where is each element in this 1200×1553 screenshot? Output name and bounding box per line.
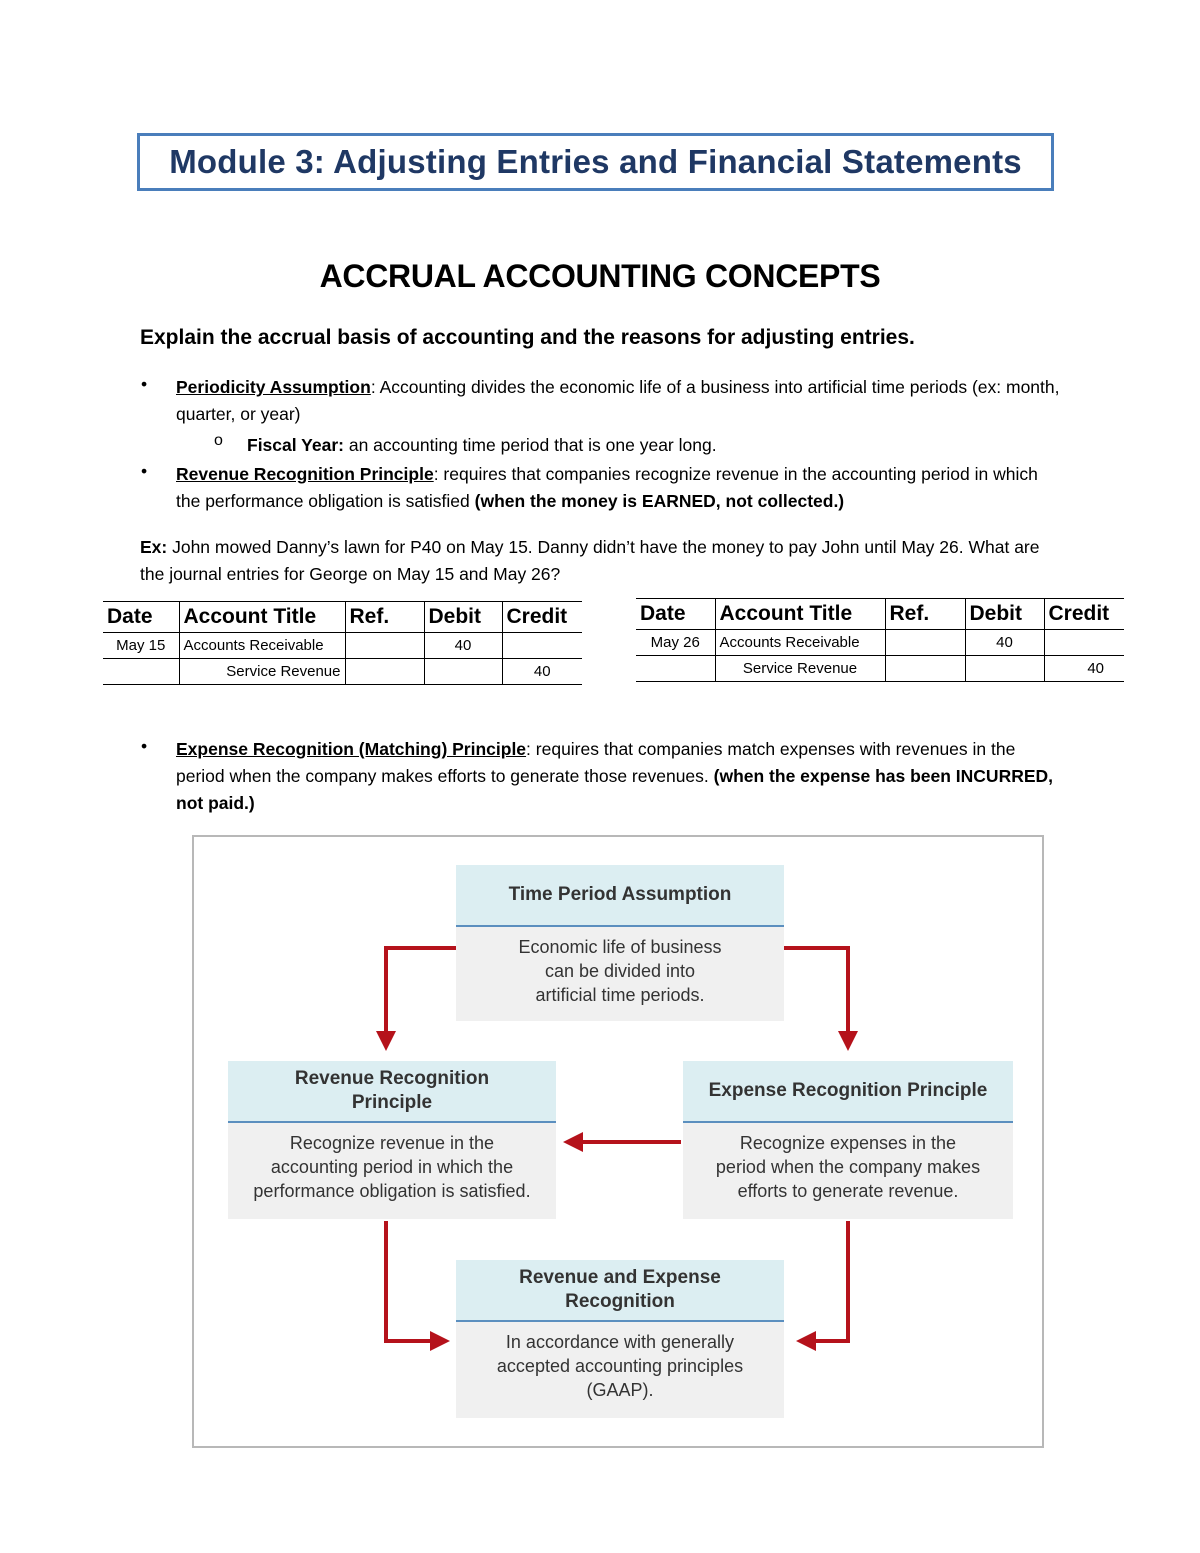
bullet-revenue-recognition	[176, 461, 1066, 515]
column-header: Account Title	[715, 599, 885, 630]
column-header: Debit	[424, 602, 502, 633]
example-text: John mowed Danny’s lawn for P40 on May 15. Danny didn’t have the money to pay John until May 26. What are the journal entries for George on May 15 and May 26?	[140, 537, 1040, 584]
box-body-line: Recognize expenses in the	[739, 1133, 957, 1153]
box-body	[456, 927, 784, 1007]
bullet-expense-recognition	[176, 736, 1066, 817]
box-body-line: period when the company makes	[715, 1157, 981, 1177]
box-title-line: Principle	[351, 1092, 433, 1113]
box-title	[456, 1260, 784, 1322]
box-body-line: efforts to generate revenue.	[737, 1181, 959, 1201]
term-revenue-recognition: Revenue Recognition Principle	[176, 464, 434, 484]
box-body-line: Recognize revenue in the	[289, 1133, 495, 1153]
arrow-time-to-expense	[784, 948, 848, 1047]
term-fiscal-year: Fiscal Year:	[247, 435, 344, 455]
cell-credit	[502, 633, 582, 659]
example-label: Ex:	[140, 537, 168, 557]
box-body-line: performance obligation is satisfied.	[253, 1181, 531, 1201]
table-row	[103, 659, 582, 685]
box-body-line: In accordance with generally	[505, 1332, 735, 1352]
table-row	[636, 630, 1124, 656]
cell-debit	[965, 656, 1044, 682]
sub-bullet-marker: o	[214, 432, 223, 449]
box-body-line: accepted accounting principles	[496, 1356, 744, 1376]
table-row	[103, 633, 582, 659]
box-body-line: artificial time periods.	[535, 985, 705, 1005]
bullet-dot: •	[141, 736, 148, 756]
cell-account: Accounts Receivable	[715, 630, 885, 656]
box-title-line: Revenue and Expense	[519, 1267, 721, 1288]
cell-credit	[1044, 630, 1124, 656]
column-header: Ref.	[885, 599, 965, 630]
cell-credit: 40	[502, 659, 582, 685]
revenue-recognition-box	[228, 1061, 556, 1219]
box-body-line: can be divided into	[544, 961, 696, 981]
column-header: Date	[636, 599, 715, 630]
expense-recognition-box	[683, 1061, 1013, 1219]
cell-date: May 26	[636, 630, 715, 656]
column-header: Credit	[502, 602, 582, 633]
cell-account: Service Revenue	[715, 656, 885, 682]
arrow-expense-to-combined	[800, 1221, 848, 1341]
module-title-box	[137, 133, 1054, 191]
page-heading: ACCRUAL ACCOUNTING CONCEPTS	[319, 258, 881, 294]
sub-bullet-fiscal-year	[247, 432, 717, 459]
journal-table-may15	[103, 601, 582, 685]
module-title: Module 3: Adjusting Entries and Financial Statements	[169, 143, 1022, 180]
column-header: Credit	[1044, 599, 1124, 630]
fiscal-year-text: an accounting time period that is one year long.	[343, 435, 717, 455]
box-body-line: Economic life of business	[518, 937, 722, 957]
bullet-periodicity	[176, 374, 1066, 428]
box-title-line: Revenue Recognition	[294, 1068, 490, 1089]
box-body-line: (GAAP).	[586, 1380, 654, 1400]
cell-debit	[424, 659, 502, 685]
revenue-emphasis: (when the money is EARNED, not collected.)	[474, 491, 845, 511]
column-header: Account Title	[179, 602, 345, 633]
column-header: Date	[103, 602, 179, 633]
bullet-dot: •	[141, 461, 148, 481]
cell-ref	[345, 633, 424, 659]
term-periodicity: Periodicity Assumption	[176, 377, 371, 397]
journal-table-may26	[636, 598, 1124, 682]
arrow-revenue-to-combined	[386, 1221, 446, 1341]
arrow-time-to-revenue	[386, 948, 456, 1047]
cell-account: Service Revenue	[179, 659, 345, 685]
cell-date: May 15	[103, 633, 179, 659]
box-title: Time Period Assumption	[456, 865, 784, 927]
box-body	[228, 1123, 556, 1203]
expense-emphasis: (when the expense has been INCURRED, not paid.)	[176, 766, 1054, 813]
expense-text: : requires that companies match expenses with revenues in the period when the company makes efforts to generate those revenues.	[176, 739, 1016, 786]
bullet-dot: •	[141, 374, 148, 394]
box-title-line: Recognition	[565, 1291, 675, 1312]
box-body	[456, 1322, 784, 1402]
box-title: Expense Recognition Principle	[683, 1061, 1013, 1123]
box-body-line: accounting period in which the	[270, 1157, 514, 1177]
time-period-assumption-box	[456, 865, 784, 1021]
box-title	[228, 1061, 556, 1123]
table-row	[636, 656, 1124, 682]
cell-date	[636, 656, 715, 682]
recognition-diagram	[192, 835, 1044, 1448]
cell-debit: 40	[424, 633, 502, 659]
cell-account: Accounts Receivable	[179, 633, 345, 659]
cell-date	[103, 659, 179, 685]
column-header: Ref.	[345, 602, 424, 633]
box-body	[683, 1123, 1013, 1203]
cell-ref	[885, 630, 965, 656]
revenue-text: : requires that companies recognize revenue in the accounting period in which the performance obligation is satisfied	[176, 464, 1038, 511]
column-header: Debit	[965, 599, 1044, 630]
term-expense-recognition: Expense Recognition (Matching) Principle	[176, 739, 527, 759]
learning-objective: Explain the accrual basis of accounting and the reasons for adjusting entries.	[140, 326, 915, 349]
periodicity-text: : Accounting divides the economic life of a business into artificial time periods (ex: month, quarter, or year)	[176, 377, 1060, 424]
cell-ref	[345, 659, 424, 685]
cell-ref	[885, 656, 965, 682]
cell-credit: 40	[1044, 656, 1124, 682]
cell-debit: 40	[965, 630, 1044, 656]
revenue-expense-recognition-box	[456, 1260, 784, 1418]
example-paragraph	[140, 534, 1060, 588]
